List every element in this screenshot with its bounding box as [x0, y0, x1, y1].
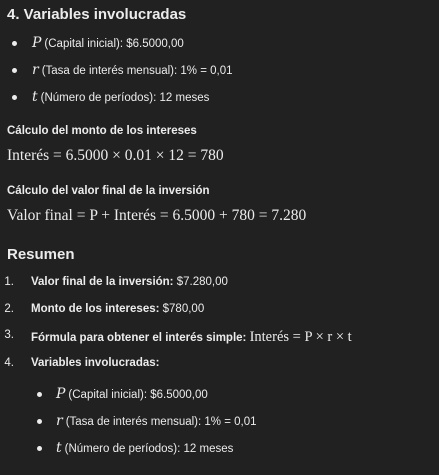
bullet-icon [12, 68, 17, 73]
math-variable: P [56, 386, 66, 402]
list-item [37, 440, 233, 456]
bullet-icon [12, 41, 17, 46]
interest-formula: Interés = 6.5000 × 0.01 × 12 = 780 [7, 147, 224, 164]
math-variable: P [32, 35, 42, 51]
list-item-text: (Número de períodos): 12 meses [64, 443, 234, 455]
summary-formula: Interés = P × r × t [249, 329, 352, 345]
list-item-text: (Número de períodos): 12 meses [40, 92, 210, 104]
list-item [37, 386, 208, 402]
summary-label: Valor final de la inversión: [31, 276, 174, 288]
summary-label: Monto de los intereses: [31, 303, 160, 315]
list-item [12, 89, 209, 105]
list-item [0, 276, 439, 292]
bullet-icon [37, 419, 42, 424]
summary-label: Fórmula para obtener el interés simple: [31, 332, 247, 344]
final-calc-heading: Cálculo del valor final de la inversión [7, 185, 210, 197]
list-number: 4. [4, 357, 14, 369]
list-item [0, 357, 439, 373]
section-heading: 4. Variables involucradas [7, 6, 187, 23]
summary-heading: Resumen [7, 246, 75, 263]
bullet-icon [37, 392, 42, 397]
final-formula: Valor final = P + Interés = 6.5000 + 780 = 7.280 [7, 207, 307, 224]
math-variable: t [32, 89, 38, 105]
list-item [12, 62, 233, 78]
list-number: 3. [4, 329, 14, 341]
list-item [0, 329, 439, 347]
list-item-text: (Capital inicial): $6.5000,00 [44, 38, 184, 50]
list-item-text: (Capital inicial): $6.5000,00 [68, 389, 208, 401]
list-item [12, 35, 184, 51]
math-variable: r [32, 62, 39, 78]
bullet-icon [12, 95, 17, 100]
summary-value: $780,00 [162, 303, 205, 315]
math-variable: t [56, 440, 62, 456]
list-item-text: (Tasa de interés mensual): 1% = 0,01 [41, 65, 233, 77]
interest-calc-heading: Cálculo del monto de los intereses [7, 125, 197, 137]
list-item-text: (Tasa de interés mensual): 1% = 0,01 [65, 416, 257, 428]
list-item [37, 413, 257, 429]
list-item [0, 303, 439, 319]
bullet-icon [37, 446, 42, 451]
summary-value: $7.280,00 [176, 276, 228, 288]
list-number: 2. [4, 303, 14, 315]
list-number: 1. [4, 276, 14, 288]
math-variable: r [56, 413, 63, 429]
summary-label: Variables involucradas: [31, 357, 160, 369]
